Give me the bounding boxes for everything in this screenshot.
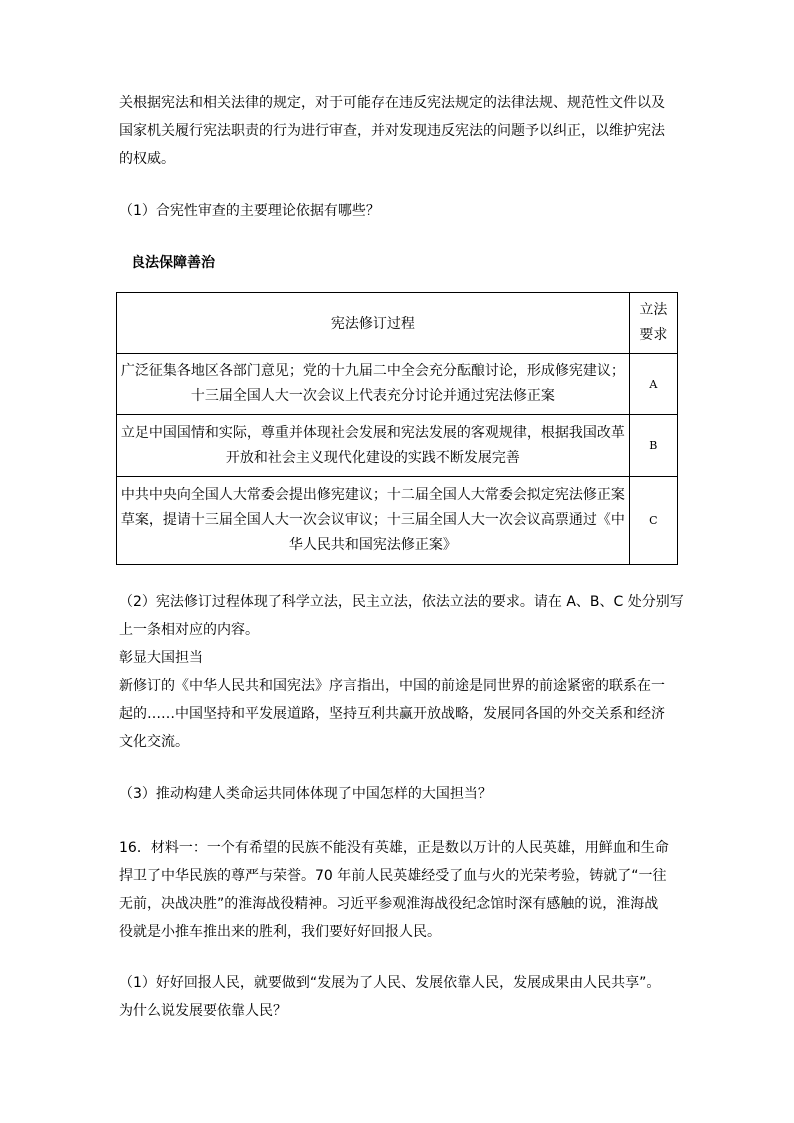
text-line: 关根据宪法和相关法律的规定，对于可能存在违反宪法规定的法律法规、规范性文件以及 (119, 95, 665, 111)
section-heading-text: 彰显大国担当 (119, 650, 203, 666)
row-label-cell: C (629, 477, 677, 565)
question-1 (119, 197, 679, 225)
row-label-cell: A (629, 354, 677, 415)
question-3 (119, 780, 679, 808)
cell-line: 广泛征集各地区各部门意见；党的十九届二中全会充分酝酿讨论，形成修宪建议； (120, 363, 625, 379)
intro-paragraph (119, 89, 679, 173)
cell-line: 开放和社会主义现代化建设的实践不断发展完善 (225, 449, 520, 466)
row-process-cell (117, 354, 630, 415)
text-line: 的权威。 (119, 151, 175, 167)
question-16-1 (119, 969, 679, 1025)
text-line: 捍卫了中华民族的尊严与荣誉。70 年前人民英雄经受了血与火的光荣考验，铸就了“一往 (119, 868, 667, 884)
table-row (117, 415, 678, 477)
text-line: 无前，决战决胜”的淮海战役精神。习近平参观淮海战役纪念馆时深有感触的说，淮海战 (119, 896, 659, 912)
header-requirement-line: 要求 (639, 327, 668, 343)
material-16 (119, 834, 679, 946)
header-requirement-line: 立法 (639, 302, 668, 318)
text-line: 为什么说发展要依靠人民？ (119, 1003, 287, 1019)
text-line: 上一条相对应的内容。 (119, 622, 259, 638)
table-row (117, 354, 678, 415)
question-2 (119, 588, 684, 644)
cell-line: 立足中国国情和实际，尊重并体现社会发展和宪法发展的客观规律，根据我国改革 (120, 424, 625, 441)
section-heading-text: 良法保障善治 (131, 255, 215, 271)
text-line: 国家机关履行宪法职责的行为进行审查，并对发现违反宪法的问题予以纠正，以维护宪法 (119, 123, 665, 139)
text-line: （1）好好回报人民，就要做到“发展为了人民、发展依靠人民，发展成果由人民共享”。 (119, 975, 661, 991)
table-header-row (117, 293, 678, 354)
text-line: 新修订的《中华人民共和国宪法》序言指出，中国的前途是同世界的前途紧密的联系在一 (119, 678, 665, 694)
cell-line: 草案，提请十三届全国人大一次会议审议；十三届全国人大一次会议高票通过《中 (120, 512, 625, 528)
cell-line: 十三届全国人大一次会议上代表充分讨论并通过宪法修正案 (190, 388, 555, 404)
cell-line: 华人民共和国宪法修正案》 (288, 537, 457, 553)
text-line: （2）宪法修订过程体现了科学立法，民主立法，依法立法的要求。请在 A、B、C 处分别写 (119, 594, 684, 610)
section-heading-good-law (131, 249, 691, 277)
row-process-cell (117, 415, 630, 477)
question-3-text: （3）推动构建人类命运共同体体现了中国怎样的大国担当？ (119, 786, 492, 802)
text-line: 起的……中国坚持和平发展道路，坚持互利共赢开放战略，发展同各国的外交关系和经济 (119, 706, 665, 722)
header-process: 宪法修订过程 (117, 293, 630, 354)
question-1-text: （1）合宪性审查的主要理论依据有哪些？ (119, 203, 380, 219)
row-label-cell: B (629, 415, 677, 477)
header-requirement (629, 293, 677, 354)
row-process-cell (117, 477, 630, 565)
text-line: 文化交流。 (119, 734, 189, 750)
table-row (117, 477, 678, 565)
text-line: 役就是小推车推出来的胜利，我们要好好回报人民。 (119, 924, 441, 940)
text-line: 16．材料一：一个有希望的民族不能没有英雄，正是数以万计的人民英雄，用鲜血和生命 (119, 840, 669, 856)
constitution-revision-table (116, 292, 678, 565)
section-major-power (119, 644, 679, 756)
cell-line: 中共中央向全国人大常委会提出修宪建议；十二届全国人大常委会拟定宪法修正案 (120, 487, 625, 503)
